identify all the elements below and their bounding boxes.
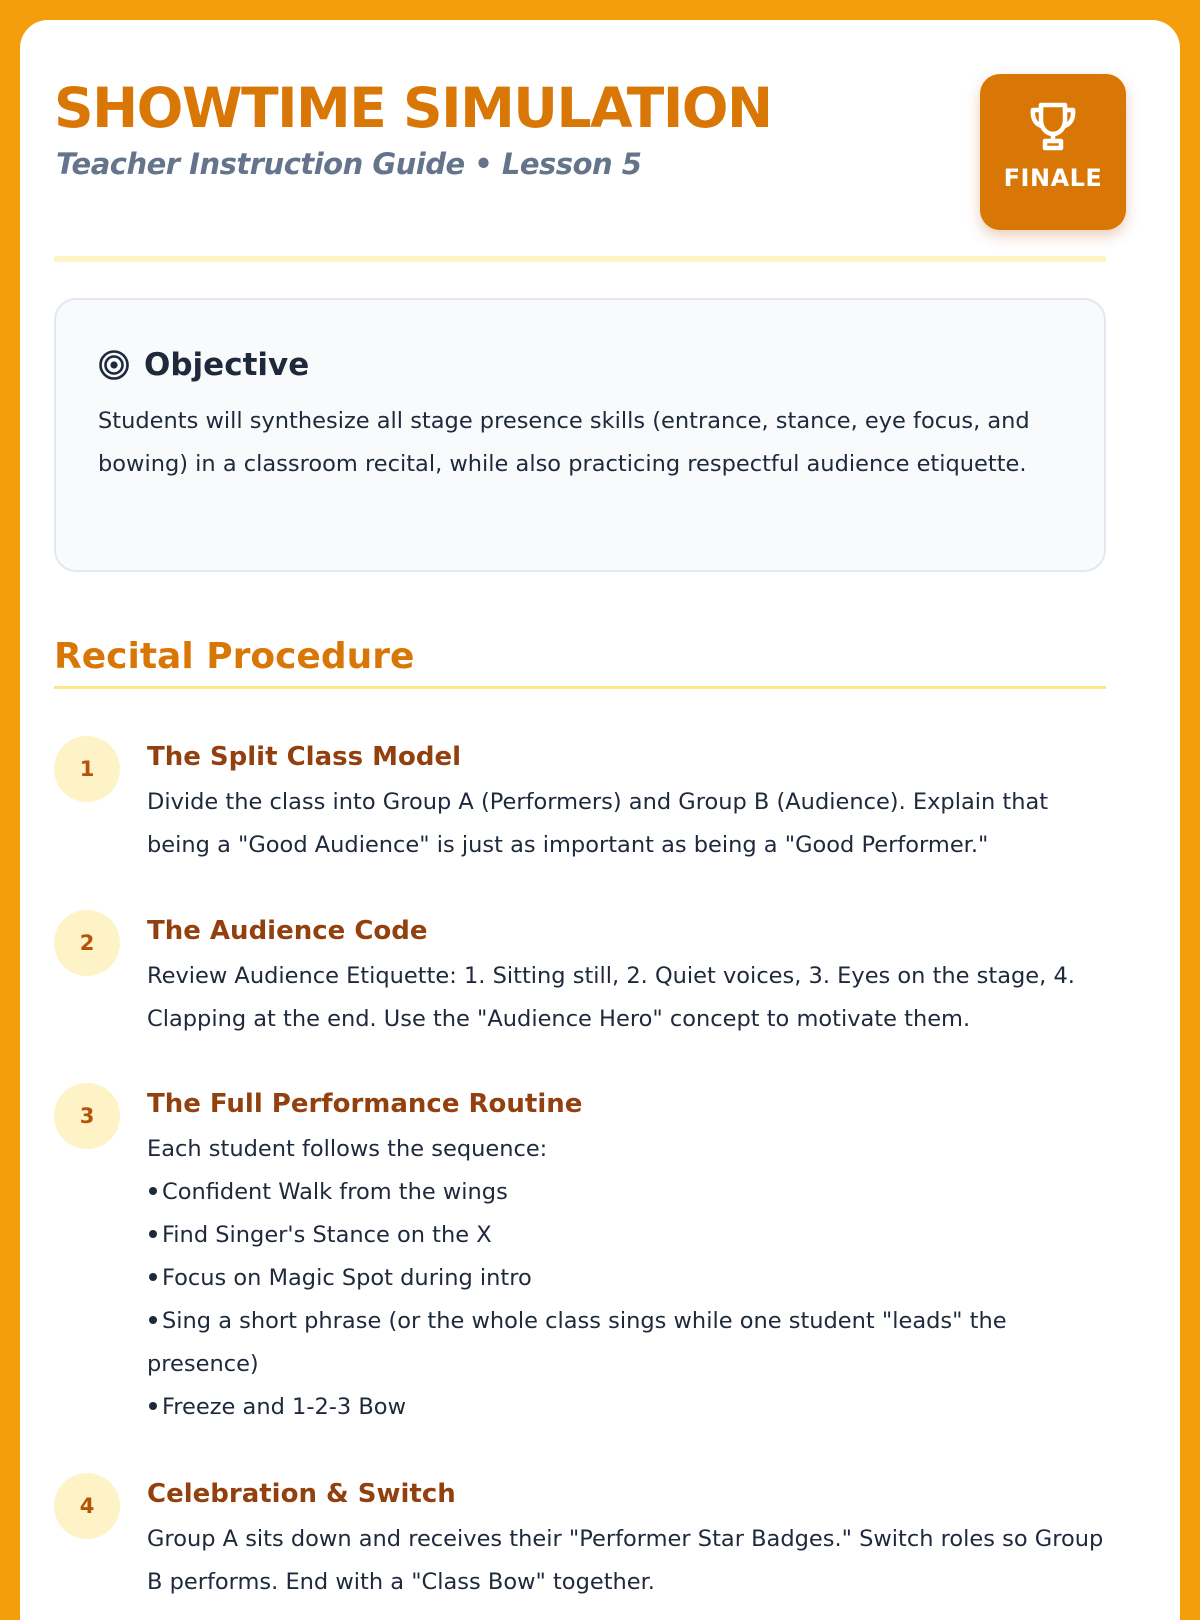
section-title: Recital Procedure <box>54 636 415 677</box>
page-subtitle: Teacher Instruction Guide • Lesson 5 <box>56 147 642 181</box>
section-divider <box>54 686 1106 689</box>
step-number: 2 <box>54 910 120 976</box>
bullet-icon <box>149 1187 157 1195</box>
finale-badge <box>980 74 1126 230</box>
list-item <box>147 1171 1107 1214</box>
step-title: The Split Class Model <box>147 742 462 772</box>
step-text: Each student follows the sequence: <box>147 1136 548 1162</box>
list-item <box>147 1214 1107 1257</box>
page-header <box>54 56 1106 216</box>
target-icon <box>98 349 130 381</box>
bullet-text: Freeze and 1-2-3 Bow <box>162 1394 406 1420</box>
list-item <box>147 1257 1107 1300</box>
step-text: Review Audience Etiquette: 1. Sitting still, 2. Quiet voices, 3. Eyes on the stage, 4. Clapping at the end. Use the "Audience Hero" concept to motivate them. <box>147 963 1075 1032</box>
bullet-icon <box>149 1316 157 1324</box>
list-item <box>147 1386 1107 1429</box>
step-number: 4 <box>54 1473 120 1539</box>
list-item <box>147 1300 1107 1386</box>
step-number: 1 <box>54 736 120 802</box>
objective-card <box>54 298 1106 572</box>
routine-bullet-list <box>147 1171 1107 1429</box>
header-divider <box>54 256 1106 262</box>
finale-label: FINALE <box>1003 164 1103 192</box>
bullet-text: Find Singer's Stance on the X <box>162 1222 492 1248</box>
objective-title: Objective <box>144 347 310 383</box>
trophy-icon <box>1027 100 1079 154</box>
step-title: The Audience Code <box>147 916 428 946</box>
step-text: Divide the class into Group A (Performers) and Group B (Audience). Explain that being a "Good Audience" is just as important as being a "Good Performer." <box>147 789 1049 858</box>
step-number: 3 <box>54 1083 120 1149</box>
step-title: Celebration & Switch <box>147 1479 456 1509</box>
bullet-text: Focus on Magic Spot during intro <box>162 1265 532 1291</box>
step-text: Group A sits down and receives their "Performer Star Badges." Switch roles so Group B performs. End with a "Class Bow" together. <box>147 1526 1104 1595</box>
page-title: SHOWTIME SIMULATION <box>54 76 772 140</box>
objective-heading <box>98 340 309 390</box>
objective-text: Students will synthesize all stage presence skills (entrance, stance, eye focus, and bowing) in a classroom recital, while also practicing respectful audience etiquette. <box>98 408 1030 477</box>
step-title: The Full Performance Routine <box>147 1089 583 1119</box>
bullet-icon <box>149 1402 157 1410</box>
bullet-text: Sing a short phrase (or the whole class sings while one student "leads" the presence) <box>147 1308 1007 1377</box>
bullet-icon <box>149 1273 157 1281</box>
bullet-icon <box>149 1230 157 1238</box>
bullet-text: Confident Walk from the wings <box>162 1179 508 1205</box>
